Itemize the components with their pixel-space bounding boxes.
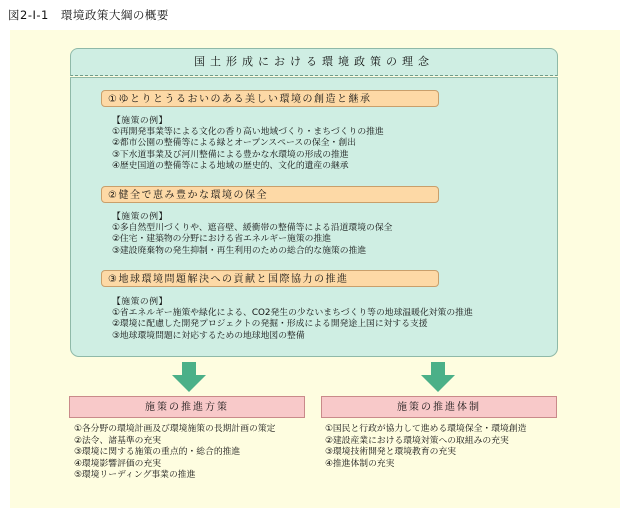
promotion-system-items: [325, 424, 526, 470]
section-3-lead: 【施策の例】: [112, 297, 168, 307]
section-3-heading: ③地球環境問題解決への貢献と国際協力の推進: [101, 270, 439, 287]
promotion-measures-item-4: ④環境影響評価の充実: [74, 458, 162, 469]
section-1-lead: 【施策の例】: [112, 116, 168, 126]
promotion-system-item-2: ②建設産業における環境対策への取組みの充実: [325, 435, 509, 446]
section-2-item-2: ②住宅・建築物の分野における省エネルギー施策の推進: [112, 234, 332, 245]
banner-title: 国土形成における環境政策の理念: [70, 48, 558, 76]
section-2-heading: ②健全で恵み豊かな環境の保全: [101, 186, 439, 203]
promotion-measures-item-2: ②法令、諸基準の充実: [74, 435, 162, 446]
promotion-measures-item-1: ①各分野の環境計画及び環境施策の長期計画の策定: [74, 424, 276, 434]
promotion-measures-item-3: ③環境に関する施策の重点的・総合的推進: [74, 447, 241, 458]
section-3-item-2: ②環境に配慮した開発プロジェクトの発掘・形成による開発途上国に対する支援: [112, 319, 428, 330]
section-1-item-4: ④歴史国道の整備等による地域の歴史的、文化的遺産の継承: [112, 160, 349, 171]
section-2-item-3: ③建設廃棄物の発生抑制・再生利用のための総合的な施策の推進: [112, 245, 367, 256]
section-1-item-1: ①再開発事業等による文化の香り高い地域づくり・まちづくりの推進: [112, 127, 384, 138]
promotion-measures-heading: 施策の推進方策: [69, 396, 305, 418]
down-arrow-left-icon: [172, 362, 206, 392]
section-1-heading: ①ゆとりとうるおいのある美しい環境の創造と継承: [101, 90, 439, 107]
promotion-measures-items: [74, 424, 275, 482]
promotion-system-heading: 施策の推進体制: [321, 396, 557, 418]
section-2-lead: 【施策の例】: [112, 212, 168, 222]
figure-title: 図2-Ⅰ-1 環境政策大綱の概要: [8, 8, 169, 22]
promotion-system-item-4: ④推進体制の充実: [325, 458, 395, 469]
section-3-items: [112, 297, 473, 342]
section-2-item-1: ①多自然型川づくりや、遮音壁、緩衝帯の整備等による沿道環境の保全: [112, 223, 393, 234]
section-1-item-3: ③下水道事業及び河川整備による豊かな水環境の形成の推進: [112, 149, 349, 160]
promotion-system-item-1: ①国民と行政が協力して進める環境保全・環境創造: [325, 424, 527, 434]
section-1-item-2: ②都市公園の整備等による緑とオープンスペースの保全・創出: [112, 138, 356, 149]
down-arrow-right-icon: [421, 362, 455, 392]
section-2-items: [112, 212, 392, 257]
promotion-measures-item-5: ⑤環境リーディング事業の推進: [74, 470, 196, 481]
section-3-item-1: ①省エネルギー施策や緑化による、CO2発生の少ないまちづくり等の地球温暖化対策の推進: [112, 308, 473, 319]
promotion-system-item-3: ③環境技術開発と環境教育の充実: [325, 447, 457, 458]
section-1-items: [112, 116, 384, 172]
section-3-item-3: ③地球環境問題に対応するための地球地図の整備: [112, 330, 305, 341]
